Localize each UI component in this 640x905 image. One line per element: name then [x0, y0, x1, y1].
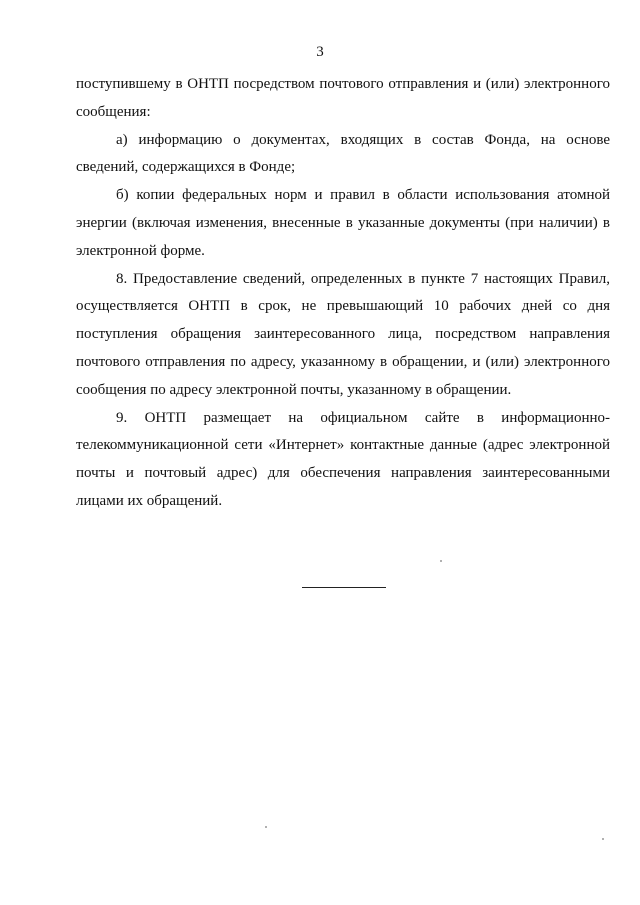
paragraph-9: 9. ОНТП размещает на официальном сайте в информационно-телекоммуникационной сети «Интернет» контактные данные (адрес электронной почты и почтовый адрес) для обеспечения направления заинтересованными лицами их обращений.	[76, 409, 610, 509]
paragraph-8: 8. Предоставление сведений, определенных в пункте 7 настоящих Правил, осуществляется ОНТП в срок, не превышающий 10 рабочих дней со дня поступления обращения заинтересованного лица, посредством направления почтового отправления по адресу, указанному в обращении, и (или) электронного сообщения по адресу электронной почты, указанному в обращении.	[76, 270, 610, 398]
document-body	[76, 71, 610, 516]
page-number: 3	[316, 44, 324, 60]
scan-speck	[440, 560, 442, 562]
paragraph-item-b: б) копии федеральных норм и правил в области использования атомной энергии (включая изменения, внесенные в указанные документы (при наличии) в электронной форме.	[76, 187, 610, 259]
paragraph-item-a: а) информацию о документах, входящих в состав Фонда, на основе сведений, содержащихся в Фонде;	[76, 131, 610, 176]
end-separator-line	[302, 587, 386, 588]
scan-speck	[602, 838, 604, 840]
paragraph-continuation: поступившему в ОНТП посредством почтового отправления и (или) электронного сообщения:	[76, 76, 610, 120]
scan-speck	[265, 826, 267, 828]
